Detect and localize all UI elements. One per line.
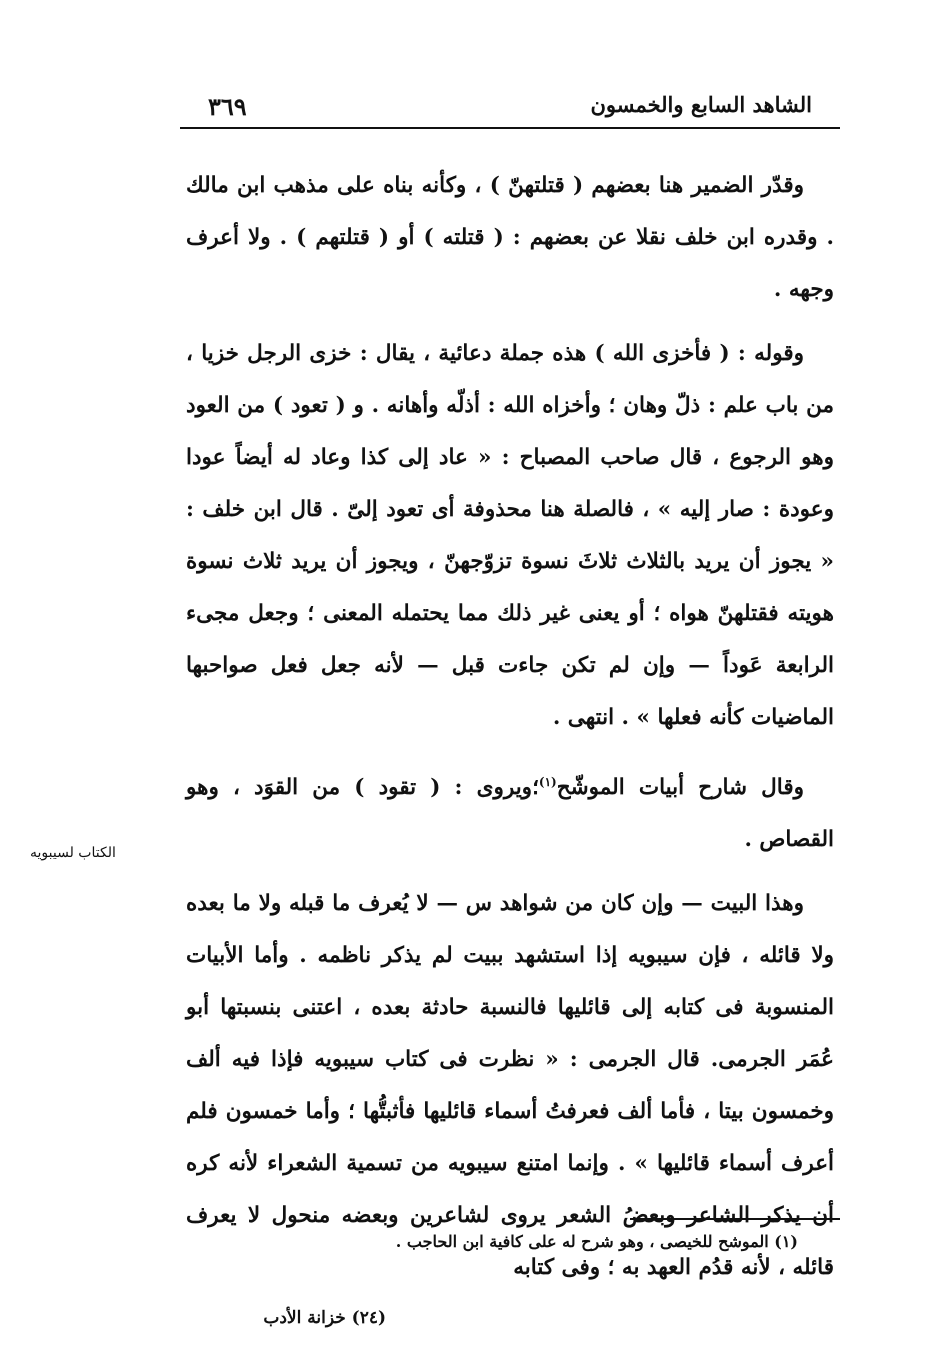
chapter-title: الشاهد السابع والخمسون bbox=[590, 92, 812, 117]
header-divider bbox=[180, 127, 840, 129]
paragraph-3 bbox=[186, 756, 834, 866]
main-text bbox=[186, 160, 834, 1294]
paragraph-3-end: ؛ويروى : ( تقود ) من القوَد ، وهو القصاص . bbox=[186, 775, 834, 853]
printer-signature: (٢٤) خزانة الأدب bbox=[263, 1308, 386, 1328]
paragraph-4: وهذا البيت — وإن كان من شواهد س — لا يُعرف ما قبله ولا ما بعده ولا قائله ، فإن سيبويه إذا استشهد ببيت لم يذكر ناظمه . وأما الأبيات المنسوبة فى كتابه إلى قائليها فالنسبة حادثة بعده ، اعتنى بنسبتها أبو عُمَر الجرمى. قال الجرمى : « نظرت فى كتاب سيبويه فإذا فيه ألف وخمسون بيتا ، فأما ألف فعرفتُ أسماء قائليها فأثبتُّها ؛ وأما خمسون فلم أعرف أسماء قائليها » . وإنما امتنع سيبويه من تسمية الشعراء لأنه كره أن يذكر الشاعر وبعضُ الشعر يروى لشاعرين وبعضه منحول لا يعرف قائله ، لأنه قدُم العهد به ؛ وفى كتابه bbox=[186, 891, 834, 1281]
paragraph-1: وقدّر الضمير هنا بعضهم ( قتلتهنّ ) ، وكأنه بناه على مذهب ابن مالك . وقدره ابن خلف نقلا عن بعضهم : ( قتلته ) أو ( قتلتهم ) . ولا أعرف وجهه . bbox=[186, 173, 834, 302]
paragraph-3-start: وقال شارح أبيات الموشّح bbox=[556, 775, 804, 801]
margin-annotation: الكتاب لسيبويه bbox=[30, 845, 116, 861]
footnote-divider bbox=[630, 1218, 840, 1220]
page-number: ٣٦٩ bbox=[208, 92, 247, 121]
footnote-marker[interactable]: (١) bbox=[538, 775, 557, 789]
running-header bbox=[180, 92, 840, 132]
footnote: (١) الموشح للخيصى ، وهو شرح له على كافية ابن الحاجب . bbox=[395, 1232, 798, 1251]
paragraph-2: وقوله : ( فأخزى الله ) هذه جملة دعائية ، يقال : خزى الرجل خزيا ، من باب علم : ذلّ وهان ؛ وأخزاه الله : أذلّه وأهانه . و ( تعود ) من العود وهو الرجوع ، قال صاحب المصباح : « عاد إلى كذا وعاد له أيضاً عودا وعودة : صار إليه » ، فالصلة هنا محذوفة أى تعود إلىّ . قال ابن خلف : « يجوز أن يريد بالثلاث ثلاثَ نسوة تزوّجهنّ ، ويجوز أن يريد ثلاث نسوة هويته فقتلهنّ هواه ؛ أو يعنى غير ذلك مما يحتمله المعنى ؛ وجعل مجىء الرابعة عَوداً — وإن لم تكن جاءت قبل — لأنه جعل فعل صواحبها الماضيات كأنه فعلها » . انتهى . bbox=[186, 341, 834, 730]
